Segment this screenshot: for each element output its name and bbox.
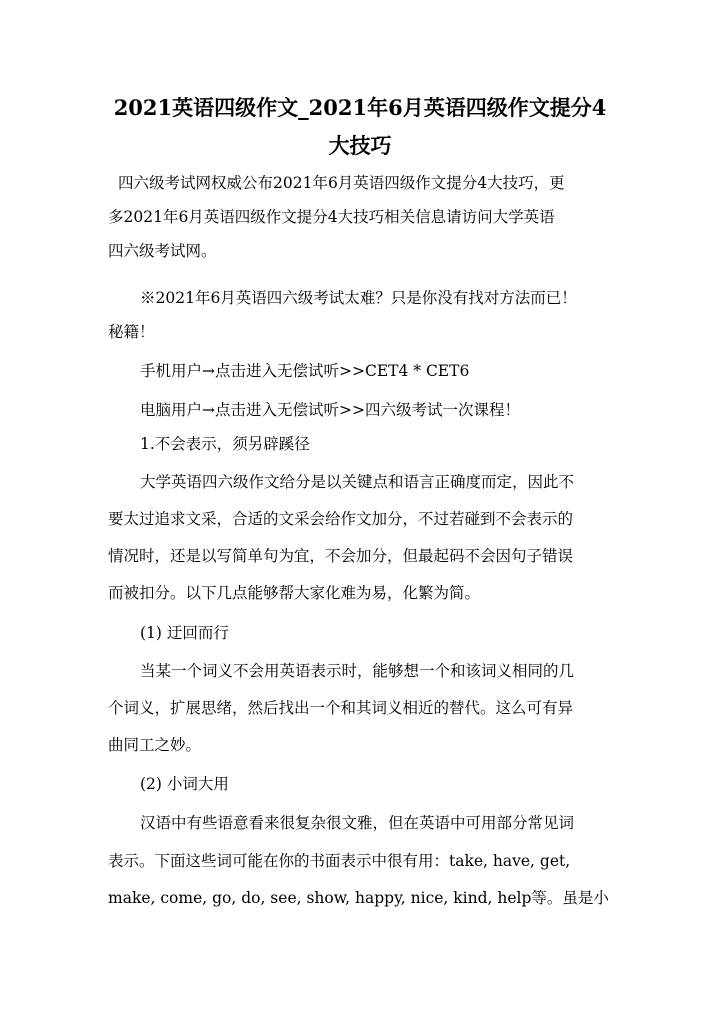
body-line-6: 个词义，扩展思绪，然后找出一个和其词义相近的替代。这么可有异 [108,699,574,717]
intro-line-2: 多2021年6月英语四级作文提分4大技巧相关信息请访问大学英语 [108,208,555,226]
promo-line-1: ※2021年6月英语四六级考试太难？只是你没有找对方法而已！ [140,289,577,307]
document-title-line-2: 大技巧 [328,133,392,158]
body-line-7: 曲同工之妙。 [108,736,202,754]
mobile-users-link[interactable]: 手机用户→点击进入无偿试听>>CET4 * CET6 [140,362,470,380]
desktop-users-link[interactable]: 电脑用户→点击进入无偿试听>>四六级考试一次课程！ [140,401,520,419]
body-line-3: 情况时，还是以写简单句为宜，不会加分，但最起码不会因句子错误 [108,547,574,565]
section-heading-1: 1.不会表示，须另辟蹊径 [140,435,310,453]
body-line-1: 大学英语四六级作文给分是以关键点和语言正确度而定，因此不 [140,473,575,491]
subheading-1: (1) 迂回而行 [140,624,229,642]
subheading-2: (2) 小词大用 [140,775,229,793]
intro-line-3: 四六级考试网。 [108,242,217,260]
body-line-2: 要太过追求文采，合适的文采会给作文加分，不过若碰到不会表示的 [108,510,574,528]
promo-line-2: 秘籍！ [108,323,155,341]
body-line-5: 当某一个词义不会用英语表示时，能够想一个和该词义相同的几 [140,662,575,680]
body-line-10: make, come, go, do, see, show, happy, nice, kind, help等。虽是小 [108,889,609,907]
document-title-line-1: 2021英语四级作文_2021年6月英语四级作文提分4 [113,95,607,120]
intro-line-1: 四六级考试网权威公布2021年6月英语四级作文提分4大技巧，更 [118,174,565,192]
body-line-9: 表示。下面这些词可能在你的书面表示中很有用：take, have, get, [108,852,571,870]
body-line-8: 汉语中有些语意看来很复杂很文雅，但在英语中可用部分常见词 [140,814,575,832]
body-line-4: 而被扣分。以下几点能够帮大家化难为易，化繁为简。 [108,584,481,602]
